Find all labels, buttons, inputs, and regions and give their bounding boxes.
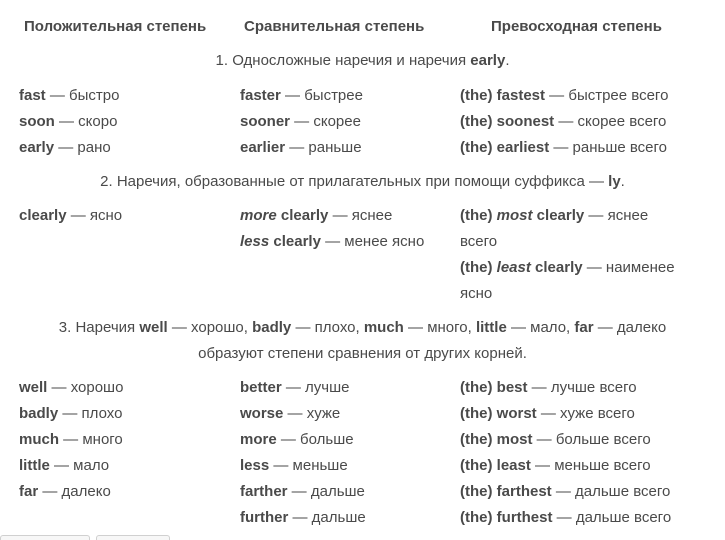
partial-button-left[interactable] xyxy=(0,535,90,540)
s3-row-6-superlative: (the) furthest — дальше всего xyxy=(460,509,672,526)
s2-comparative-more: more clearly — яснее xyxy=(240,207,393,224)
s2-superlative-most-cont: всего xyxy=(460,233,498,250)
s3-row-4-comparative: less — меньше xyxy=(240,457,348,474)
s3-row-3-positive: much — много xyxy=(19,431,123,448)
header-superlative: Превосходная степень xyxy=(491,18,662,35)
s2-comparative-less: less clearly — менее ясно xyxy=(240,233,425,250)
s3-row-2-comparative: worse — хуже xyxy=(240,405,341,422)
s3-row-5-positive: far — далеко xyxy=(19,483,111,500)
s3-row-2-positive: badly — плохо xyxy=(19,405,123,422)
section-3-title-line-1: 3. Наречия well — хорошо, badly — плохо, much — много, little — мало, far — далеко xyxy=(58,319,667,336)
s1-row-3-positive: early — рано xyxy=(19,139,111,156)
partial-button-right[interactable] xyxy=(96,535,170,540)
s2-superlative-least-cont: ясно xyxy=(460,285,493,302)
s1-row-1-comparative: faster — быстрее xyxy=(240,87,363,104)
s1-row-2-comparative: sooner — скорее xyxy=(240,113,361,130)
s3-row-5-superlative: (the) farthest — дальше всего xyxy=(460,483,671,500)
header-positive: Положительная степень xyxy=(24,18,207,35)
s3-row-1-superlative: (the) best — лучше всего xyxy=(460,379,637,396)
section-2-title: 2. Наречия, образованные от прилагательных при помощи суффикса — ly. xyxy=(100,173,625,190)
section-3-title-line-2: образуют степени сравнения от других корней. xyxy=(198,345,527,362)
s1-row-2-positive: soon — скоро xyxy=(19,113,118,130)
s3-row-3-comparative: more — больше xyxy=(240,431,354,448)
s1-row-3-superlative: (the) earliest — раньше всего xyxy=(460,139,667,156)
s3-row-6-comparative: further — дальше xyxy=(240,509,366,526)
s1-row-1-positive: fast — быстро xyxy=(19,87,120,104)
s2-superlative-least: (the) least clearly — наименее xyxy=(460,259,675,276)
section-1-title: 1. Односложные наречия и наречия early. xyxy=(215,52,510,69)
s3-row-1-positive: well — хорошо xyxy=(19,379,124,396)
s1-row-2-superlative: (the) soonest — скорее всего xyxy=(460,113,667,130)
s1-row-1-superlative: (the) fastest — быстрее всего xyxy=(460,87,669,104)
s3-row-2-superlative: (the) worst — хуже всего xyxy=(460,405,635,422)
header-comparative: Сравнительная степень xyxy=(244,18,425,35)
s3-row-5-comparative: farther — дальше xyxy=(240,483,365,500)
s2-positive: clearly — ясно xyxy=(19,207,123,224)
s3-row-4-positive: little — мало xyxy=(19,457,110,474)
s3-row-3-superlative: (the) most — больше всего xyxy=(460,431,651,448)
s3-row-1-comparative: better — лучше xyxy=(240,379,350,396)
s2-superlative-most: (the) most clearly — яснее xyxy=(460,207,649,224)
s1-row-3-comparative: earlier — раньше xyxy=(240,139,362,156)
s3-row-4-superlative: (the) least — меньше всего xyxy=(460,457,651,474)
